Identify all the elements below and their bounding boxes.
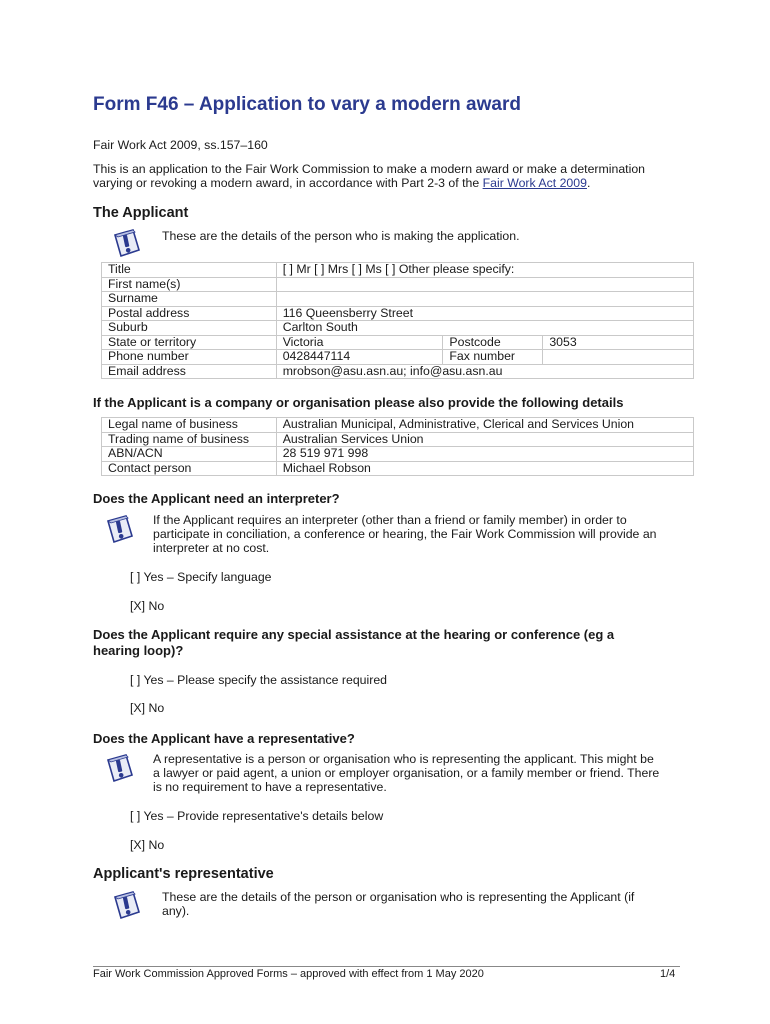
- table-row: [102, 461, 694, 476]
- legal-name-field[interactable]: Australian Municipal, Administrative, Clerical and Services Union: [276, 418, 693, 433]
- representative-question-heading: Does the Applicant have a representative?: [93, 731, 355, 746]
- assistance-yes-option[interactable]: [ ] Yes – Please specify the assistance required: [130, 673, 388, 687]
- company-details-table: [101, 417, 694, 476]
- postcode-field[interactable]: 3053: [543, 335, 694, 350]
- email-label: Email address: [102, 364, 277, 379]
- contact-label: Contact person: [102, 461, 277, 476]
- representative-note-3: is no requirement to have a representative.: [153, 780, 387, 794]
- table-row: [102, 418, 694, 433]
- representative-section-note-1: These are the details of the person or organisation who is representing the Applicant (if: [162, 890, 635, 904]
- representative-note-2: a lawyer or paid agent, a union or employer organisation, or a family member or friend. There: [153, 766, 660, 780]
- state-field[interactable]: Victoria: [276, 335, 443, 350]
- interpreter-note-1: If the Applicant requires an interpreter (other than a friend or family member) in order to: [153, 513, 627, 527]
- intro-line-2: varying or revoking a modern award, in accordance with Part 2-3 of the Fair Work Act 2009.: [93, 176, 591, 190]
- alert-icon: [111, 228, 141, 258]
- page-number: 1/4: [660, 968, 676, 980]
- postal-field[interactable]: 116 Queensberry Street: [276, 306, 693, 321]
- table-row: [102, 335, 694, 350]
- state-label: State or territory: [102, 335, 277, 350]
- applicant-details-table: [101, 262, 694, 379]
- trading-name-field[interactable]: Australian Services Union: [276, 432, 693, 447]
- fair-work-act-link[interactable]: Fair Work Act 2009: [482, 176, 587, 190]
- representative-yes-option[interactable]: [ ] Yes – Provide representative's details below: [130, 809, 384, 823]
- legal-name-label: Legal name of business: [102, 418, 277, 433]
- alert-icon: [104, 514, 134, 544]
- first-names-label: First name(s): [102, 277, 277, 292]
- applicant-note: These are the details of the person who is making the application.: [162, 229, 520, 243]
- page-title: Form F46 – Application to vary a modern award: [93, 94, 521, 115]
- surname-label: Surname: [102, 292, 277, 307]
- title-options[interactable]: [ ] Mr [ ] Mrs [ ] Ms [ ] Other please specify:: [276, 263, 693, 278]
- title-label: Title: [102, 263, 277, 278]
- first-names-field[interactable]: [276, 277, 693, 292]
- representative-section-note-2: any).: [162, 904, 190, 918]
- table-row: [102, 447, 694, 462]
- table-row: [102, 364, 694, 379]
- postcode-label: Postcode: [443, 335, 543, 350]
- table-row: [102, 306, 694, 321]
- interpreter-yes-option[interactable]: [ ] Yes – Specify language: [130, 570, 272, 584]
- contact-field[interactable]: Michael Robson: [276, 461, 693, 476]
- representative-heading: Applicant's representative: [93, 866, 274, 882]
- footer-text: Fair Work Commission Approved Forms – approved with effect from 1 May 2020: [93, 968, 484, 980]
- table-row: [102, 263, 694, 278]
- footer-divider: [93, 966, 680, 967]
- abn-label: ABN/ACN: [102, 447, 277, 462]
- table-row: [102, 432, 694, 447]
- alert-icon: [111, 890, 141, 920]
- company-heading: If the Applicant is a company or organisation please also provide the following details: [93, 395, 624, 410]
- alert-icon: [104, 753, 134, 783]
- fax-field[interactable]: [543, 350, 694, 365]
- representative-note-1: A representative is a person or organisation who is representing the applicant. This might be: [153, 752, 654, 766]
- fax-label: Fax number: [443, 350, 543, 365]
- phone-field[interactable]: 0428447114: [276, 350, 443, 365]
- act-reference: Fair Work Act 2009, ss.157–160: [93, 138, 268, 152]
- table-row: [102, 350, 694, 365]
- interpreter-heading: Does the Applicant need an interpreter?: [93, 491, 340, 506]
- intro-line-1: This is an application to the Fair Work Commission to make a modern award or make a determination: [93, 162, 646, 176]
- assistance-heading-1: Does the Applicant require any special assistance at the hearing or conference (eg a: [93, 627, 615, 642]
- trading-name-label: Trading name of business: [102, 432, 277, 447]
- interpreter-note-2: participate in conciliation, a conference or hearing, the Fair Work Commission will provide an: [153, 527, 657, 541]
- table-row: [102, 292, 694, 307]
- email-field[interactable]: mrobson@asu.asn.au; info@asu.asn.au: [276, 364, 693, 379]
- table-row: [102, 321, 694, 336]
- applicant-heading: The Applicant: [93, 205, 189, 221]
- assistance-heading-2: hearing loop)?: [93, 643, 184, 658]
- suburb-field[interactable]: Carlton South: [276, 321, 693, 336]
- interpreter-note-3: interpreter at no cost.: [153, 541, 270, 555]
- postal-label: Postal address: [102, 306, 277, 321]
- phone-label: Phone number: [102, 350, 277, 365]
- surname-field[interactable]: [276, 292, 693, 307]
- abn-field[interactable]: 28 519 971 998: [276, 447, 693, 462]
- representative-no-option[interactable]: [X] No: [130, 838, 165, 852]
- assistance-no-option[interactable]: [X] No: [130, 701, 165, 715]
- table-row: [102, 277, 694, 292]
- interpreter-no-option[interactable]: [X] No: [130, 599, 165, 613]
- suburb-label: Suburb: [102, 321, 277, 336]
